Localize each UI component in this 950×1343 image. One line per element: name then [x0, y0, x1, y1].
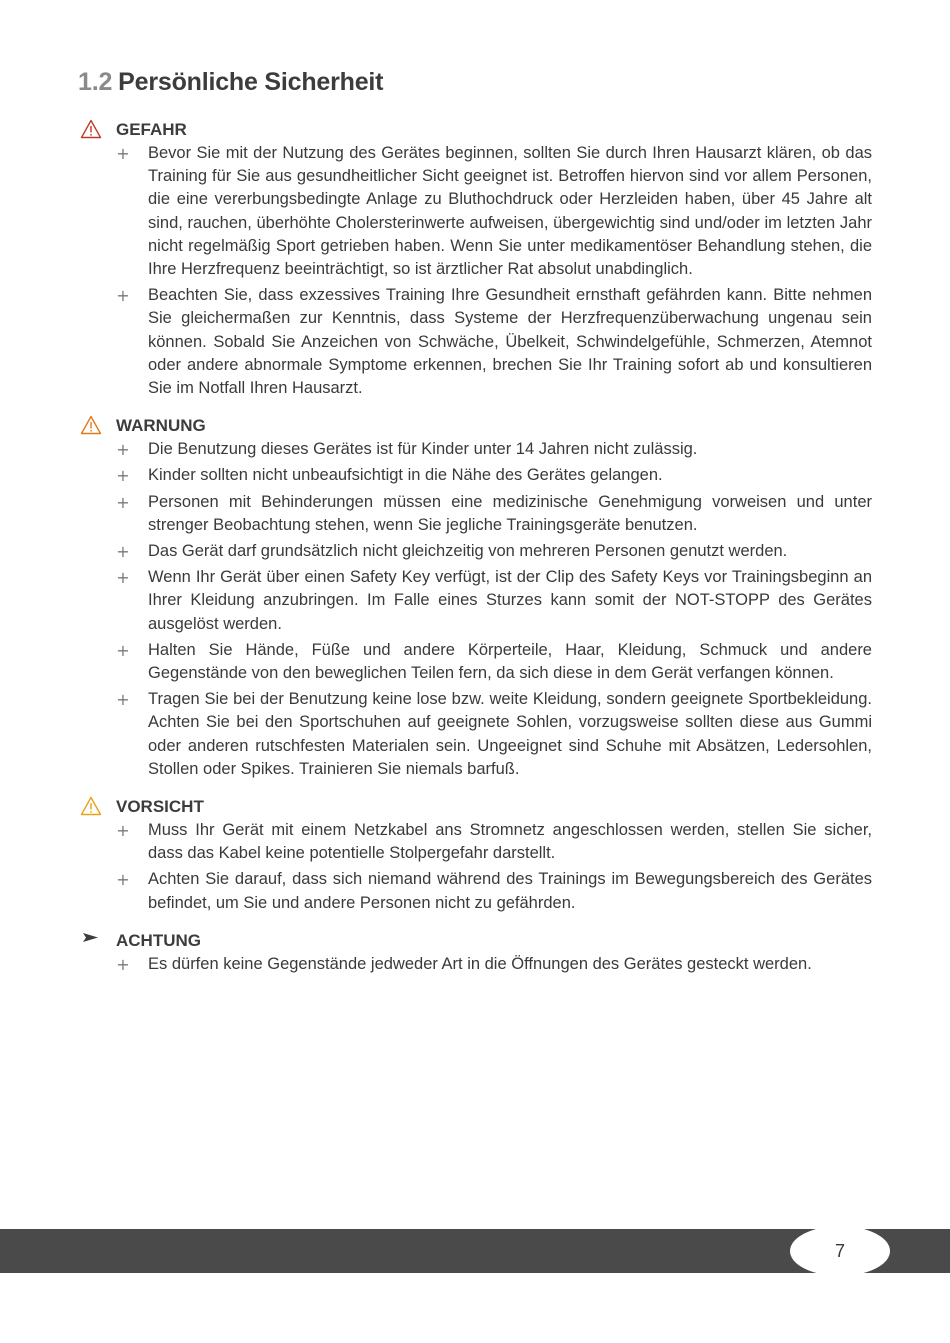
page-number: 7	[834, 1241, 845, 1261]
list-item	[116, 868, 872, 914]
section-header	[78, 795, 872, 819]
warning-triangle-icon	[80, 119, 102, 139]
safety-content	[78, 118, 872, 990]
list-item	[116, 491, 872, 537]
section-vorsicht	[78, 795, 872, 915]
plus-bullet: +	[116, 690, 130, 710]
section-warnung	[78, 414, 872, 781]
list-item	[116, 819, 872, 865]
plus-bullet: +	[116, 466, 130, 486]
item-text: Es dürfen keine Gegenstände jedweder Art in die Öffnungen des Gerätes gesteckt werden.	[148, 954, 812, 973]
list-item	[116, 540, 872, 563]
plus-bullet: +	[116, 440, 130, 460]
plus-bullet: +	[116, 870, 130, 890]
item-text: Beachten Sie, dass exzessives Training Ihre Gesundheit ernsthaft gefährden kann. Bitte nehmen Sie gleichermaßen zur Kenntnis, dass Systeme der Herzfrequenzüberwachung ungenau sein können. Sobald Sie Anzeichen von Schwäche, Übelkeit, Schwindelgefühle, Schmerzen, Atemnot oder andere abnormale Symptome erkennen, brechen Sie Ihr Training sofort ab und konsultieren Sie im Notfall Ihren Hausarzt.	[148, 286, 872, 398]
item-list	[116, 142, 872, 400]
plus-bullet: +	[116, 542, 130, 562]
list-item	[116, 438, 872, 461]
section-label: WARNUNG	[116, 416, 206, 436]
plus-bullet: +	[116, 640, 130, 660]
section-header	[78, 929, 872, 953]
plus-bullet: +	[116, 821, 130, 841]
item-text: Kinder sollten nicht unbeaufsichtigt in die Nähe des Gerätes gelangen.	[148, 466, 663, 485]
item-text: Tragen Sie bei der Benutzung keine lose bzw. weite Kleidung, sondern geeignete Sportbekleidung. Achten Sie bei den Sportschuhen auf geeignete Sohlen, vorzugsweise sollten diese aus Gummi oder anderen rutschfesten Materialen sein. Ungeeignet sind Schuhe mit Absätzen, Ledersohlen, Stollen oder Spikes. Trainieren Sie niemals barfuß.	[148, 690, 872, 778]
warning-triangle-icon	[80, 796, 102, 816]
list-item	[116, 284, 872, 400]
plus-bullet: +	[116, 492, 130, 512]
item-text: Die Benutzung dieses Gerätes ist für Kinder unter 14 Jahren nicht zulässig.	[148, 440, 698, 459]
item-list	[116, 953, 872, 976]
item-text: Wenn Ihr Gerät über einen Safety Key verfügt, ist der Clip des Safety Keys vor Trainingsbeginn an Ihrer Kleidung anzubringen. Im Falle eines Sturzes kann somit der NOT-STOPP des Gerätes ausgelöst werden.	[148, 568, 872, 633]
section-label: VORSICHT	[116, 797, 204, 817]
section-title: Persönliche Sicherheit	[118, 68, 384, 96]
item-text: Achten Sie darauf, dass sich niemand während des Trainings im Bewegungsbereich des Gerätes befindet, um Sie und andere Personen nicht zu gefährden.	[148, 870, 872, 912]
plus-bullet: +	[116, 954, 130, 974]
section-label: ACHTUNG	[116, 930, 201, 950]
item-list	[116, 819, 872, 915]
plus-bullet: +	[116, 568, 130, 588]
section-achtung	[78, 929, 872, 976]
section-gefahr	[78, 118, 872, 400]
item-list	[116, 438, 872, 781]
item-text: Personen mit Behinderungen müssen eine medizinische Genehmigung vorweisen und unter strenger Beobachtung stehen, wenn Sie jegliche Trainingsgeräte benutzen.	[148, 492, 872, 534]
item-text: Halten Sie Hände, Füße und andere Körperteile, Haar, Kleidung, Schmuck und andere Gegenstände von den beweglichen Teilen fern, da sich diese in dem Gerät verfangen können.	[148, 640, 872, 683]
section-header	[78, 414, 872, 438]
section-number: 1.2	[78, 68, 113, 96]
list-item	[116, 142, 872, 281]
plus-bullet: +	[116, 144, 130, 163]
list-item	[116, 639, 872, 685]
item-text: Bevor Sie mit der Nutzung des Gerätes beginnen, sollten Sie durch Ihren Hausarzt klären, ob das Training für Sie aus gesundheitlicher Sicht geeignet ist. Betroffen hiervon sind vor allem Personen, die eine vererbungsbedingte Anlage zu Bluthochdruck oder Herzleiden haben, über 45 Jahre alt sind, rauchen, überhöhte Cholersterinwerte aufweisen, übergewichtig sind und/oder im letzten Jahr nicht regelmäßig Sport getrieben haben. Wenn Sie unter medikamentöser Behandlung stehen, die Ihre Herzfrequenz beeinträchtigt, so ist ärztlicher Rat absolut unabdinglich.	[148, 144, 872, 279]
warning-triangle-icon	[80, 415, 102, 435]
page-title	[78, 68, 383, 97]
flag-pointer-icon	[80, 930, 102, 950]
list-item	[116, 464, 872, 487]
list-item	[116, 953, 872, 976]
item-text: Das Gerät darf grundsätzlich nicht gleichzeitig von mehreren Personen genutzt werden.	[148, 542, 788, 561]
item-text: Muss Ihr Gerät mit einem Netzkabel ans Stromnetz angeschlossen werden, stellen Sie sicher, dass das Kabel keine potentielle Stolpergefahr darstellt.	[148, 821, 872, 863]
section-label: GEFAHR	[116, 120, 187, 139]
section-header	[78, 118, 872, 142]
list-item	[116, 566, 872, 636]
list-item	[116, 688, 872, 781]
plus-bullet: +	[116, 286, 130, 306]
